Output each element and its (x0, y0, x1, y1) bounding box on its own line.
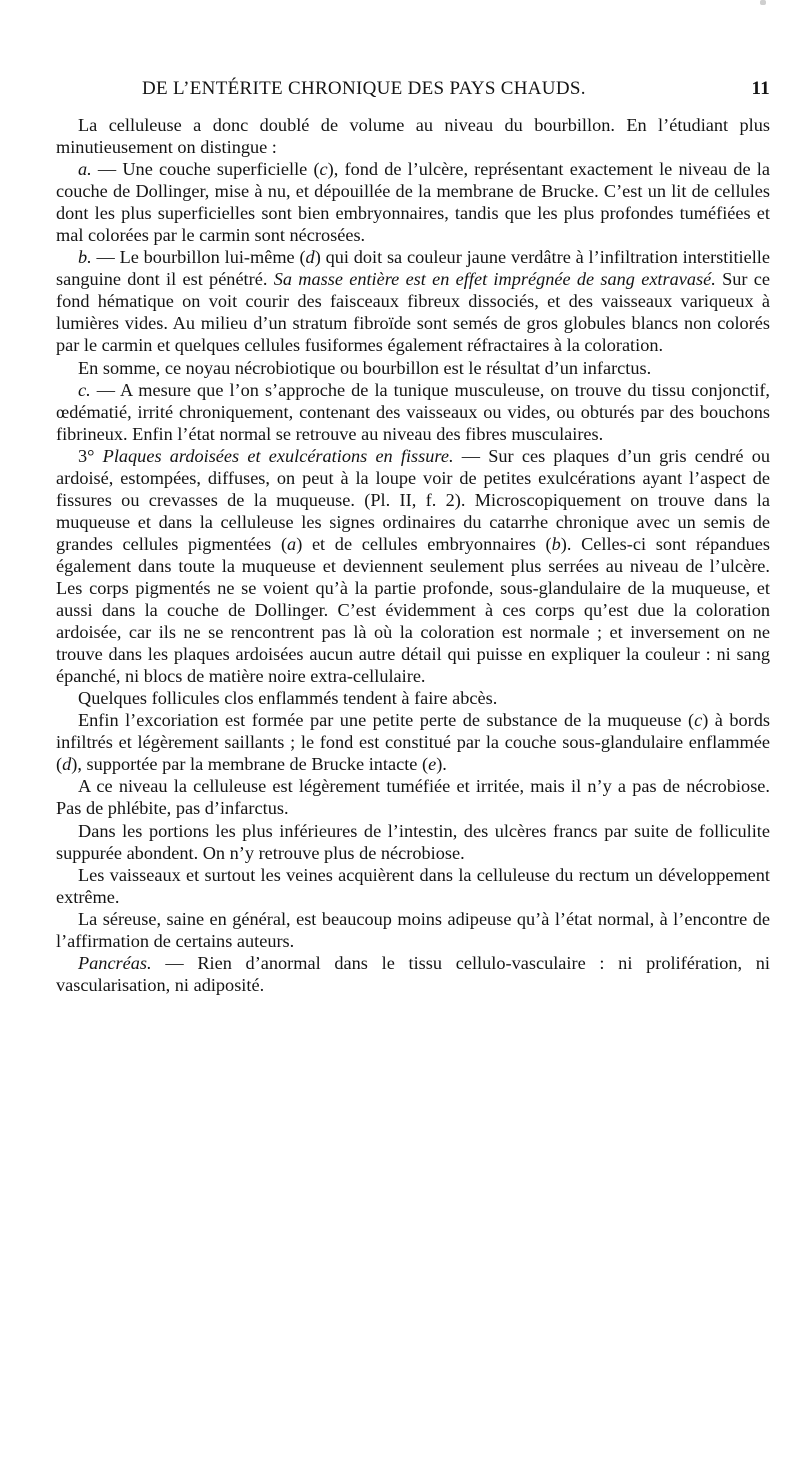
page-edge-mark (760, 0, 766, 5)
paragraph (56, 158, 770, 246)
paragraph (56, 775, 770, 819)
italic-run: d (62, 754, 72, 775)
text-run: A ce niveau la celluleuse est légèrement tuméfiée et irritée, mais il n’y a pas de nécrobiose. Pas de phlébite, pas d’infarctus. (56, 776, 770, 819)
text-run: ) et de cellules embryonnaires ( (296, 533, 552, 554)
paragraph (56, 357, 770, 379)
body-text (56, 114, 770, 996)
text-run: ), supportée par la membrane de Brucke intacte ( (71, 754, 429, 775)
text-run: — A mesure que l’on s’approche de la tunique musculeuse, on trouve du tissu conjonctif, œdématié, irrité chroniquement, contenant des vaisseaux ou vides, ou obturés par des bouchons fibrineux. Enfin l’état normal se retrouve au niveau des fibres musculaires. (56, 379, 770, 444)
italic-run: a. (78, 159, 92, 180)
text-run: — Une couche superficielle ( (91, 159, 320, 180)
text-run: — Rien d’anormal dans le tissu cellulo-vasculaire : ni prolifération, ni vascularisation, ni adiposité. (56, 952, 770, 995)
text-run: ) qui doit sa couleur jaune verdâtre à l’infiltration interstitielle sanguine dont il est pénétré. (56, 247, 770, 290)
text-run: Dans les portions les plus inférieures de l’intestin, des ulcères francs par suite de folliculite suppurée abondent. On n’y retrouve plus de nécrobiose. (56, 820, 770, 863)
italic-run: c (319, 159, 328, 180)
text-run: Les vaisseaux et surtout les veines acquièrent dans la celluleuse du rectum un développement extrême. (56, 864, 770, 907)
text-run: Enfin l’excoriation est formée par une petite perte de substance de la muqueuse ( (78, 710, 695, 731)
italic-run: e (428, 754, 437, 775)
paragraph (56, 952, 770, 996)
text-run: La séreuse, saine en général, est beaucoup moins adipeuse qu’à l’état normal, à l’encontre de l’affirmation de certains auteurs. (56, 908, 770, 951)
paragraph (56, 864, 770, 908)
text-run: ) à bords infiltrés et légèrement saillants ; le fond est constitué par la couche sous-glandulaire enflammée ( (56, 710, 770, 775)
paragraph (56, 379, 770, 445)
page-number: 11 (751, 78, 770, 99)
text-run: — Le bourbillon lui-même ( (91, 247, 306, 268)
italic-run: Pancréas. (78, 952, 152, 973)
italic-run: d (305, 247, 315, 268)
text-run: Sur ce fond hématique on voit courir des faisceaux fibreux dissociés, et des vaisseaux variqueux à lumières vides. Au milieu d’un stratum fibroïde sont semés de gros globules blancs non colorés par le carmin et quelques cellules fusiformes également réfractaires à la coloration. (56, 269, 771, 356)
italic-run: b (551, 533, 561, 554)
text-run: En somme, ce noyau nécrobiotique ou bourbillon est le résultat d’un infarctus. (78, 357, 652, 378)
page-header (56, 78, 770, 106)
italic-run: c (694, 710, 703, 731)
paragraph (56, 820, 770, 864)
paragraph (56, 114, 770, 158)
paragraph (56, 709, 770, 775)
text-run: — Sur ces plaques d’un gris cendré ou ardoisé, estompées, diffuses, on peut à la loupe voir de petites exulcérations ayant l’aspect de fissures ou crevasses de la muqueuse. (Pl. II, f. 2). Microscopiquement on trouve dans la muqueuse et dans la celluleuse les signes ordinaires du catarrhe chronique avec un semis de grandes cellules pigmentées ( (56, 445, 770, 554)
text-run: 3° (78, 445, 103, 466)
text-run: ). (436, 754, 447, 775)
text-run: Quelques follicules clos enflammés tendent à faire abcès. (78, 688, 498, 709)
italic-run: a (287, 533, 297, 554)
italic-run: c. (78, 379, 91, 400)
running-title: DE L’ENTÉRITE CHRONIQUE DES PAYS CHAUDS. (142, 78, 586, 99)
paragraph (56, 687, 770, 709)
text-run: ). Celles-ci sont répandues également dans toute la muqueuse et deviennent seulement plus serrées au niveau de l’ulcère. Les corps pigmentés ne se voient qu’à la partie profonde, sous-glandulaire de la muqueuse, et aussi dans la couche de Dollinger. C’est évidemment à ces corps qu’est due la coloration ardoisée, car ils ne se rencontrent pas là où la coloration est normale ; et inversement on ne trouve dans les plaques ardoisées aucun autre détail qui puisse en expliquer la couleur : ni sang épanché, ni blocs de matière noire extra-cellulaire. (56, 533, 770, 687)
text-run: La celluleuse a donc doublé de volume au niveau du bourbillon. En l’étudiant plus minutieusement on distingue : (56, 115, 770, 158)
paragraph (56, 246, 770, 356)
italic-run: Plaques ardoisées et exulcérations en fissure. (102, 445, 454, 466)
paragraph (56, 445, 770, 688)
italic-run: Sa masse entière est en effet imprégnée de sang extravasé. (273, 269, 716, 290)
italic-run: b. (78, 247, 92, 268)
text-run: ), fond de l’ulcère, représentant exactement le niveau de la couche de Dollinger, mise à nu, et dépouillée de la membrane de Brucke. C’est un lit de cellules dont les plus superficielles sont bien embryonnaires, tandis que les plus profondes tuméfiées et mal colorées par le carmin sont nécrosées. (56, 159, 770, 246)
paragraph (56, 908, 770, 952)
